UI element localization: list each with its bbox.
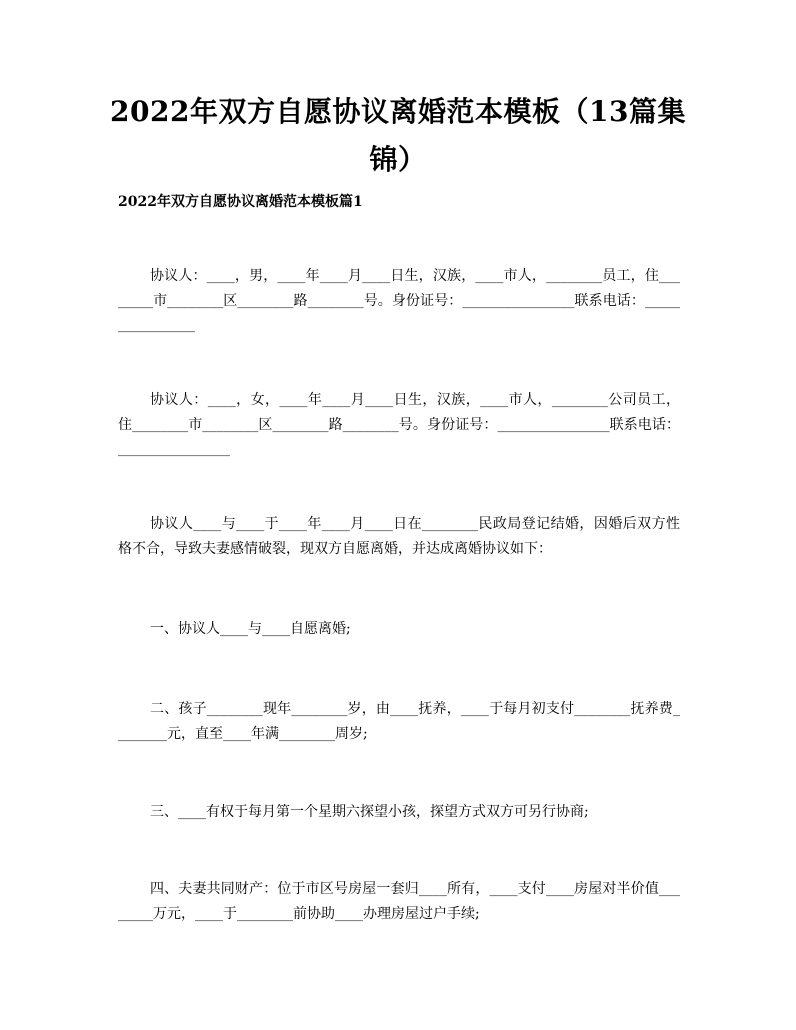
document-title: 2022年双方自愿协议离婚范本模板（13篇集锦） <box>110 95 686 176</box>
paragraph-party-female: 协议人：____，女，____年____月____日生，汉族，____市人，________公司员工，住________市________区________路________号。身份证号：________________联系电话：________________ <box>118 392 680 457</box>
paragraph-party-male: 协议人：____，男，____年____月____日生，汉族，____市人，________员工，住________市________区________路________号。身份证号：________________联系电话：________________ <box>118 268 680 333</box>
paragraph-clause-3: 三、____有权于每月第一个星期六探望小孩，探望方式双方可另行协商; <box>150 804 589 820</box>
paragraph-clause-1: 一、协议人____与____自愿离婚; <box>150 621 351 637</box>
paragraph-marriage-background: 协议人____与____于____年____月____日在________民政局登记结婚，因婚后双方性格不合，导致夫妻感情破裂，现双方自愿离婚，并达成离婚协议如下： <box>118 516 680 557</box>
paragraph-clause-4: 四、夫妻共同财产：位于市区号房屋一套归____所有，____支付____房屋对半价值________万元，____于________前协助____办理房屋过户手续; <box>118 881 680 922</box>
paragraph-clause-2: 二、孩子________现年________岁，由____抚养，____于每月初支付________抚养费________元，直至____年满________周岁; <box>118 701 680 742</box>
section-heading: 2022年双方自愿协议离婚范本模板篇1 <box>118 194 363 210</box>
